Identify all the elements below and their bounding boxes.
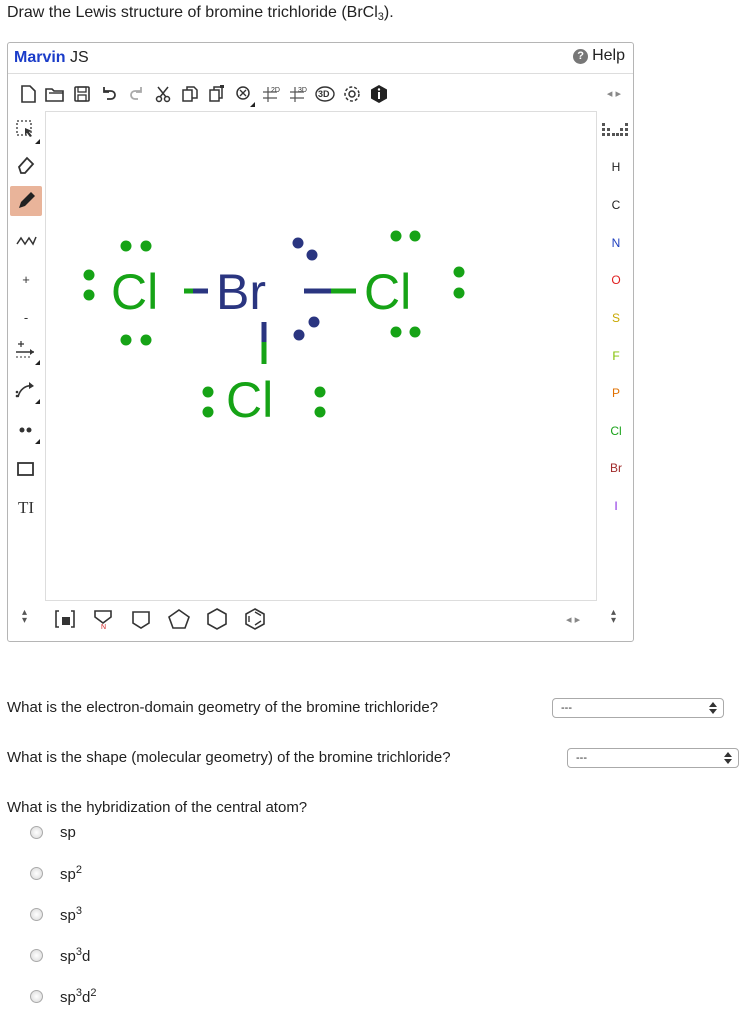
svg-text:N: N [101,624,107,630]
prompt-text: Draw the Lewis structure of bromine trichloride (BrCl [7,4,378,21]
palette-scroll-arrows[interactable]: ◂ ▸ [566,614,581,626]
top-toolbar [14,81,392,107]
info-icon[interactable] [365,81,392,107]
lone-pair-dot [315,407,326,418]
save-icon[interactable] [68,81,95,107]
lone-pair-dot [309,317,320,328]
radio-button[interactable] [30,990,43,1003]
benzene-icon[interactable] [236,607,274,631]
lone-pair-dot [293,238,304,249]
right-scroll-arrows[interactable]: ▴ ▾ [611,607,617,626]
prompt-tail: ). [383,4,394,21]
copy-icon[interactable] [176,81,203,107]
lone-pair-dot [84,290,95,301]
question-prompt [7,4,394,23]
element-s[interactable]: S [611,311,620,325]
lone-pair-dot [454,288,465,299]
marvin-editor [7,42,634,642]
atom-br-center[interactable]: Br [216,264,266,320]
select-arrows-icon [709,701,717,715]
lone-pair-dot [121,335,132,346]
radio-button[interactable] [30,949,43,962]
help-label: Help [592,47,625,64]
periodic-table-icon[interactable] [602,121,632,142]
lone-pair-dot [391,231,402,242]
editor-title [14,49,89,67]
element-h[interactable]: H [611,160,621,174]
element-cl[interactable]: Cl [610,424,622,438]
new-document-icon[interactable] [14,81,41,107]
help-button[interactable] [573,47,625,65]
option-label: $sp^3$ [60,905,82,924]
electron-domain-value: --- [561,702,572,714]
molecular-shape-select[interactable] [567,748,739,768]
hexagon-icon[interactable] [198,607,236,631]
undo-icon[interactable] [95,81,122,107]
element-br[interactable]: Br [610,461,622,475]
option-label: sp [60,824,76,841]
lone-pair-dot [203,407,214,418]
element-i[interactable]: I [614,499,618,513]
radio-button[interactable] [30,826,43,839]
plus-charge-icon[interactable]: + [22,271,30,287]
option-label: $sp^3d^2$ [60,987,97,1006]
3d-view-icon[interactable] [311,81,338,107]
hybridization-option-sp3[interactable] [30,905,82,924]
bracket-icon[interactable] [46,607,84,631]
hybridization-option-sp3d[interactable] [30,946,90,965]
atom-cl-left[interactable]: Cl [111,264,159,320]
editor-brand: Marvin [14,49,66,66]
editor-brand-suffix: JS [65,49,89,66]
rectangle-icon[interactable] [10,454,42,484]
element-c[interactable]: C [611,198,621,212]
reaction-arrow-icon[interactable] [10,336,42,366]
atom-cl-right[interactable]: Cl [364,264,412,320]
hybridization-option-sp2[interactable] [30,864,82,883]
hybridization-option-sp3d2[interactable] [30,987,96,1006]
hybridization-option-sp[interactable] [30,824,76,841]
redo-icon[interactable] [122,81,149,107]
option-label: $sp^3d$ [60,946,91,965]
left-scroll-arrows[interactable]: ▴ ▾ [22,607,28,626]
lone-pair-dot [141,335,152,346]
select-icon[interactable] [10,115,42,145]
cut-icon[interactable] [149,81,176,107]
title-divider [8,73,633,74]
select-arrows-icon [724,751,732,765]
electron-domain-select[interactable] [552,698,724,718]
electron-pair-icon[interactable] [10,415,42,445]
lone-pair-dot [203,387,214,398]
molecule-drawing [46,112,596,600]
lone-pair-dot [454,267,465,278]
help-icon: ? [573,49,588,64]
lone-pair-dot [141,241,152,252]
element-f[interactable]: F [612,349,620,363]
curved-arrow-icon[interactable] [10,375,42,405]
lone-pair-dot [391,327,402,338]
chain-icon[interactable] [10,224,42,254]
element-n[interactable]: N [611,236,621,250]
settings-icon[interactable] [338,81,365,107]
zoom-icon[interactable] [230,81,257,107]
clean-3d-icon[interactable] [284,81,311,107]
open-icon[interactable] [41,81,68,107]
radio-button[interactable] [30,867,43,880]
pentagon-icon[interactable] [160,607,198,631]
clean-3d-label: 3D [297,87,307,94]
lone-pair-dot [294,330,305,341]
question-molecular-shape: What is the shape (molecular geometry) of the bromine trichloride? [7,749,451,766]
lone-pair-dot [410,231,421,242]
lone-pair-dot [121,241,132,252]
question-hybridization: What is the hybridization of the central atom? [7,799,308,816]
clean-2d-label: 2D [270,87,280,94]
3d-view-label: 3D [317,89,330,99]
sgroup-icon[interactable] [84,607,122,631]
square-icon[interactable] [122,607,160,631]
lone-pair-dot [315,387,326,398]
option-label: $sp^2$ [60,864,82,883]
eraser-icon[interactable] [10,149,42,179]
pencil-icon[interactable] [10,186,42,216]
element-p[interactable]: P [611,386,620,400]
drawing-canvas[interactable] [45,111,597,601]
text-icon[interactable]: T I [17,498,35,517]
lone-pair-dot [84,270,95,281]
element-o[interactable]: O [611,273,621,287]
lone-pair-dot [307,250,318,261]
radio-button[interactable] [30,908,43,921]
atom-cl-bottom[interactable]: Cl [226,372,274,428]
question-electron-domain: What is the electron-domain geometry of the bromine trichloride? [7,699,439,716]
paste-icon[interactable] [203,81,230,107]
bottom-toolbar [46,607,274,631]
toolbar-scroll-arrows[interactable]: ◂ ▸ [606,88,621,100]
minus-charge-icon[interactable]: - [23,309,29,325]
clean-2d-icon[interactable] [257,81,284,107]
lone-pair-dot [410,327,421,338]
prompt-subscript: 3 [377,11,384,23]
molecular-shape-value: --- [576,752,587,764]
